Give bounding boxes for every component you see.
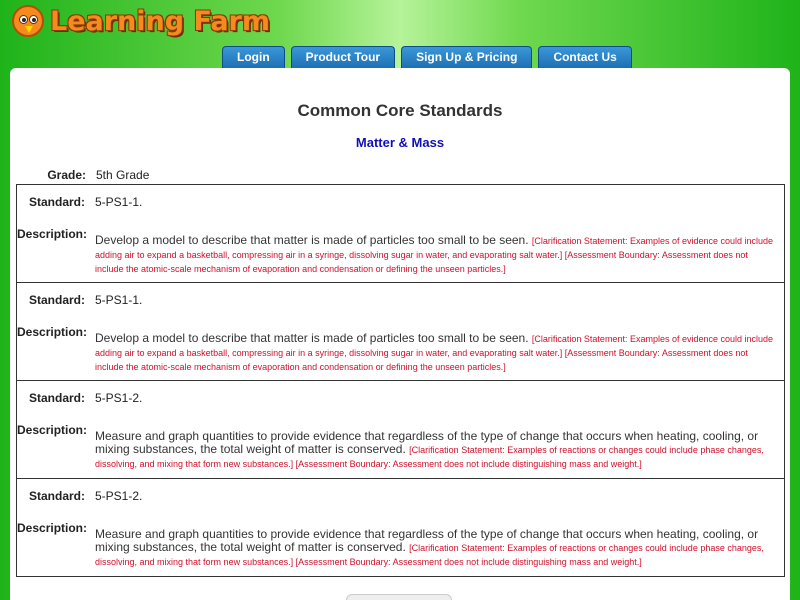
page-subtitle: Matter & Mass (355, 135, 445, 150)
login-button[interactable]: Login (222, 46, 285, 68)
page-title: Common Core Standards (297, 101, 503, 120)
standard-code: 5-PS1-1. (95, 195, 143, 209)
standard-item (16, 380, 785, 479)
standard-description (95, 528, 775, 569)
clarification-text: [Clarification Statement: Examples of reactions or changes could include phase changes, dissolving, and mixing that form new substances.] [Assessment Boundary: Assessment does not include distinguishing mass and weight.] (95, 543, 764, 567)
description-text: Measure and graph quantities to provide evidence that regardless of the type of change that occurs when heating, cooling, or mixing substances, the total weight of matter is conserved. (95, 527, 759, 554)
description-label: Description: (17, 520, 88, 535)
description-label: Description: (17, 324, 88, 339)
standard-description (95, 234, 775, 276)
description-text: Measure and graph quantities to provide evidence that regardless of the type of change that occurs when heating, cooling, or mixing substances, the total weight of matter is conserved. (95, 429, 759, 456)
standard-description (95, 430, 775, 471)
description-text: Develop a model to describe that matter is made of particles too small to be seen. (95, 331, 529, 345)
standard-code: 5-PS1-1. (95, 293, 143, 307)
clarification-text: [Clarification Statement: Examples of evidence could include adding air to expand a basketball, compressing air in a syringe, dissolving sugar in water, and evaporating salt water.] [Assessment Boundary: Assessment does not include the atomic-scale mechanism of evaporation and condensation or defining the unseen particles.] (95, 334, 774, 372)
standard-label: Standard: (28, 489, 85, 503)
description-label: Description: (17, 226, 88, 241)
sign-up-pricing-button[interactable]: Sign Up & Pricing (401, 46, 532, 68)
standard-item (16, 282, 785, 381)
top-nav (222, 46, 638, 68)
grade-row (18, 168, 149, 182)
standard-label: Standard: (28, 195, 85, 209)
standard-label: Standard: (28, 293, 85, 307)
description-text: Develop a model to describe that matter is made of particles too small to be seen. (95, 233, 529, 247)
logo[interactable] (12, 4, 270, 38)
clarification-text: [Clarification Statement: Examples of reactions or changes could include phase changes, dissolving, and mixing that form new substances.] [Assessment Boundary: Assessment does not include distinguishing mass and weight.] (95, 445, 764, 469)
product-tour-button[interactable]: Product Tour (291, 46, 395, 68)
content-panel (10, 68, 790, 600)
standard-code: 5-PS1-2. (95, 391, 143, 405)
owl-logo-icon (12, 5, 44, 37)
standard-item (16, 478, 785, 577)
grade-label: Grade: (47, 168, 86, 182)
standards-list (16, 185, 785, 577)
standard-item (16, 184, 785, 283)
contact-us-button[interactable]: Contact Us (538, 46, 631, 68)
grade-value: 5th Grade (96, 168, 150, 182)
bottom-tab[interactable] (346, 594, 452, 600)
logo-text: Learning Farm (50, 5, 271, 37)
standard-label: Standard: (28, 391, 85, 405)
standard-description (95, 332, 775, 374)
clarification-text: [Clarification Statement: Examples of evidence could include adding air to expand a basketball, compressing air in a syringe, dissolving sugar in water, and evaporating salt water.] [Assessment Boundary: Assessment does not include the atomic-scale mechanism of evaporation and condensation or defining the unseen particles.] (95, 236, 774, 274)
standard-code: 5-PS1-2. (95, 489, 143, 503)
description-label: Description: (17, 422, 88, 437)
site-header (0, 0, 800, 70)
